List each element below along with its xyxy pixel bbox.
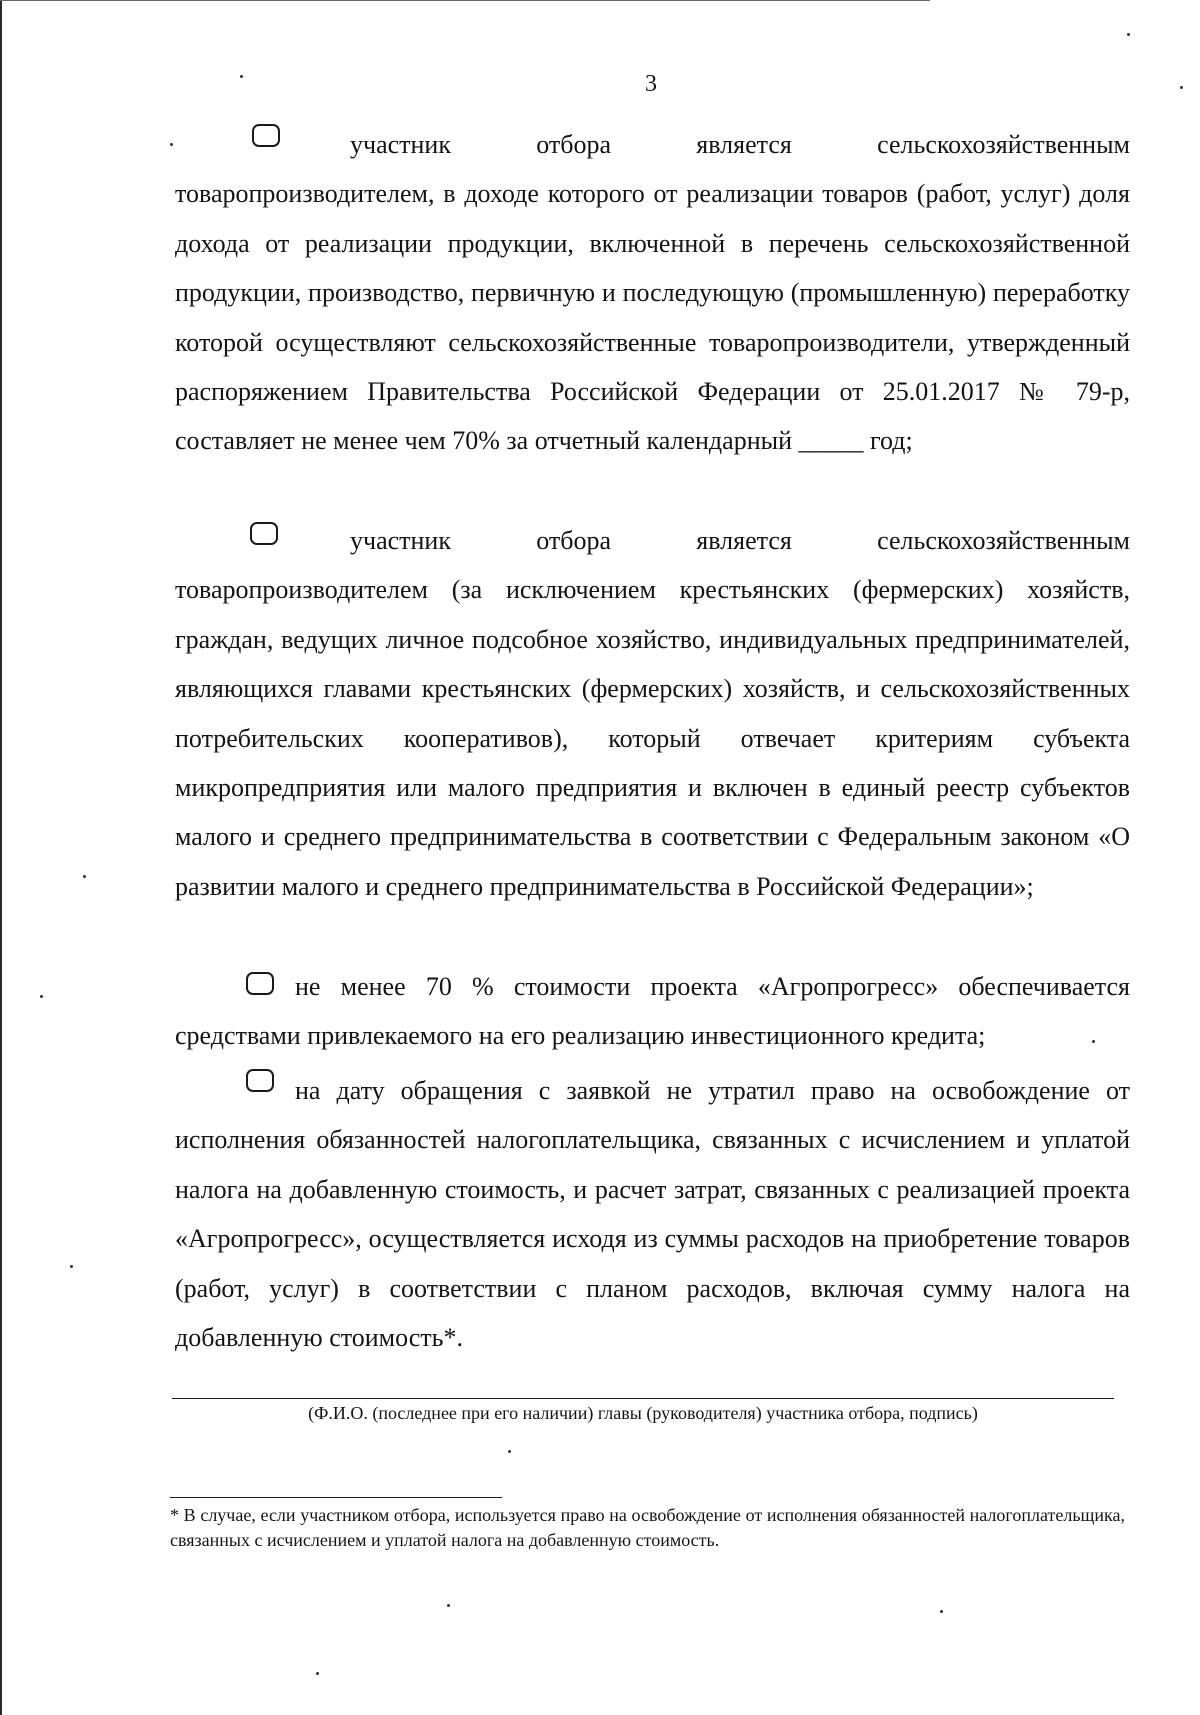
speck bbox=[240, 75, 243, 78]
item-text: товаропроизводителем, в доходе которого от реализации товаров (работ, услуг) доля дохода от реализации продукции, включенной в перечень сельскохозяйственной продукции, производство, первичную и последующую (промышленную) переработку которой осуществляют сельскохозяйственные товаропроизводители, утвержденный распоряжением Правительства Российской Федерации от 25.01.2017 № 79-р, составляет не менее чем 70% за отчетный календарный _____ год; bbox=[175, 179, 1130, 456]
scan-top-edge bbox=[0, 0, 930, 1]
scan-left-edge bbox=[0, 0, 2, 1715]
speck bbox=[83, 875, 86, 878]
signature-line bbox=[172, 1398, 1114, 1399]
speck bbox=[1092, 1040, 1095, 1043]
item-lead: участник отбора является сельскохозяйственным bbox=[350, 526, 1130, 555]
signature-caption: (Ф.И.О. (последнее при его наличии) главы (руководителя) участника отбора, подпись) bbox=[308, 1403, 978, 1423]
speck bbox=[316, 1672, 319, 1675]
item-lead: участник отбора является сельскохозяйственным bbox=[350, 130, 1130, 159]
speck bbox=[170, 143, 173, 146]
speck bbox=[1127, 33, 1130, 36]
speck bbox=[508, 1450, 511, 1453]
speck bbox=[1180, 86, 1183, 89]
item-vat-exemption: на дату обращения с заявкой не утратил право на освобождение от исполнения обязанностей налогоплательщика, связанных с исчислением и уплатой налога на добавленную стоимость, и расчет затрат, связанных с реализацией проекта «Агропрогресс», осуществляется исходя из суммы расходов на приобретение товаров (работ, услуг) в соответствии с планом расходов, включая сумму налога на добавленную стоимость*. bbox=[175, 1076, 1130, 1353]
item-investment-credit-share: не менее 70 % стоимости проекта «Агропрогресс» обеспечивается средствами привлекаемого на его реализацию инвестиционного кредита; bbox=[175, 972, 1130, 1051]
item-agro-producer-small-business bbox=[175, 516, 1130, 911]
speck bbox=[40, 995, 43, 998]
page-number: 3 bbox=[645, 71, 657, 97]
item-agro-producer-income-share bbox=[175, 120, 1130, 466]
footnote: * В случае, если участником отбора, используется право на освобождение от исполнения обязанностей налогоплательщика, связанных с исчислением и уплатой налога на добавленную стоимость. bbox=[170, 1505, 1125, 1550]
speck bbox=[447, 1604, 450, 1607]
speck bbox=[940, 1610, 943, 1613]
speck bbox=[70, 1265, 73, 1268]
item-text: товаропроизводителем (за исключением крестьянских (фермерских) хозяйств, граждан, ведущих личное подсобное хозяйство, индивидуальных предпринимателей, являющихся главами крестьянских (фермерских) хозяйств, и сельскохозяйственных потребительских кооперативов), который отвечает критериям субъекта микропредприятия или малого предприятия и включен в единый реестр субъектов малого и среднего предпринимательства в соответствии с Федеральным законом «О развитии малого и среднего предпринимательства в Российской Федерации»; bbox=[175, 575, 1130, 901]
footnote-rule bbox=[170, 1497, 502, 1498]
